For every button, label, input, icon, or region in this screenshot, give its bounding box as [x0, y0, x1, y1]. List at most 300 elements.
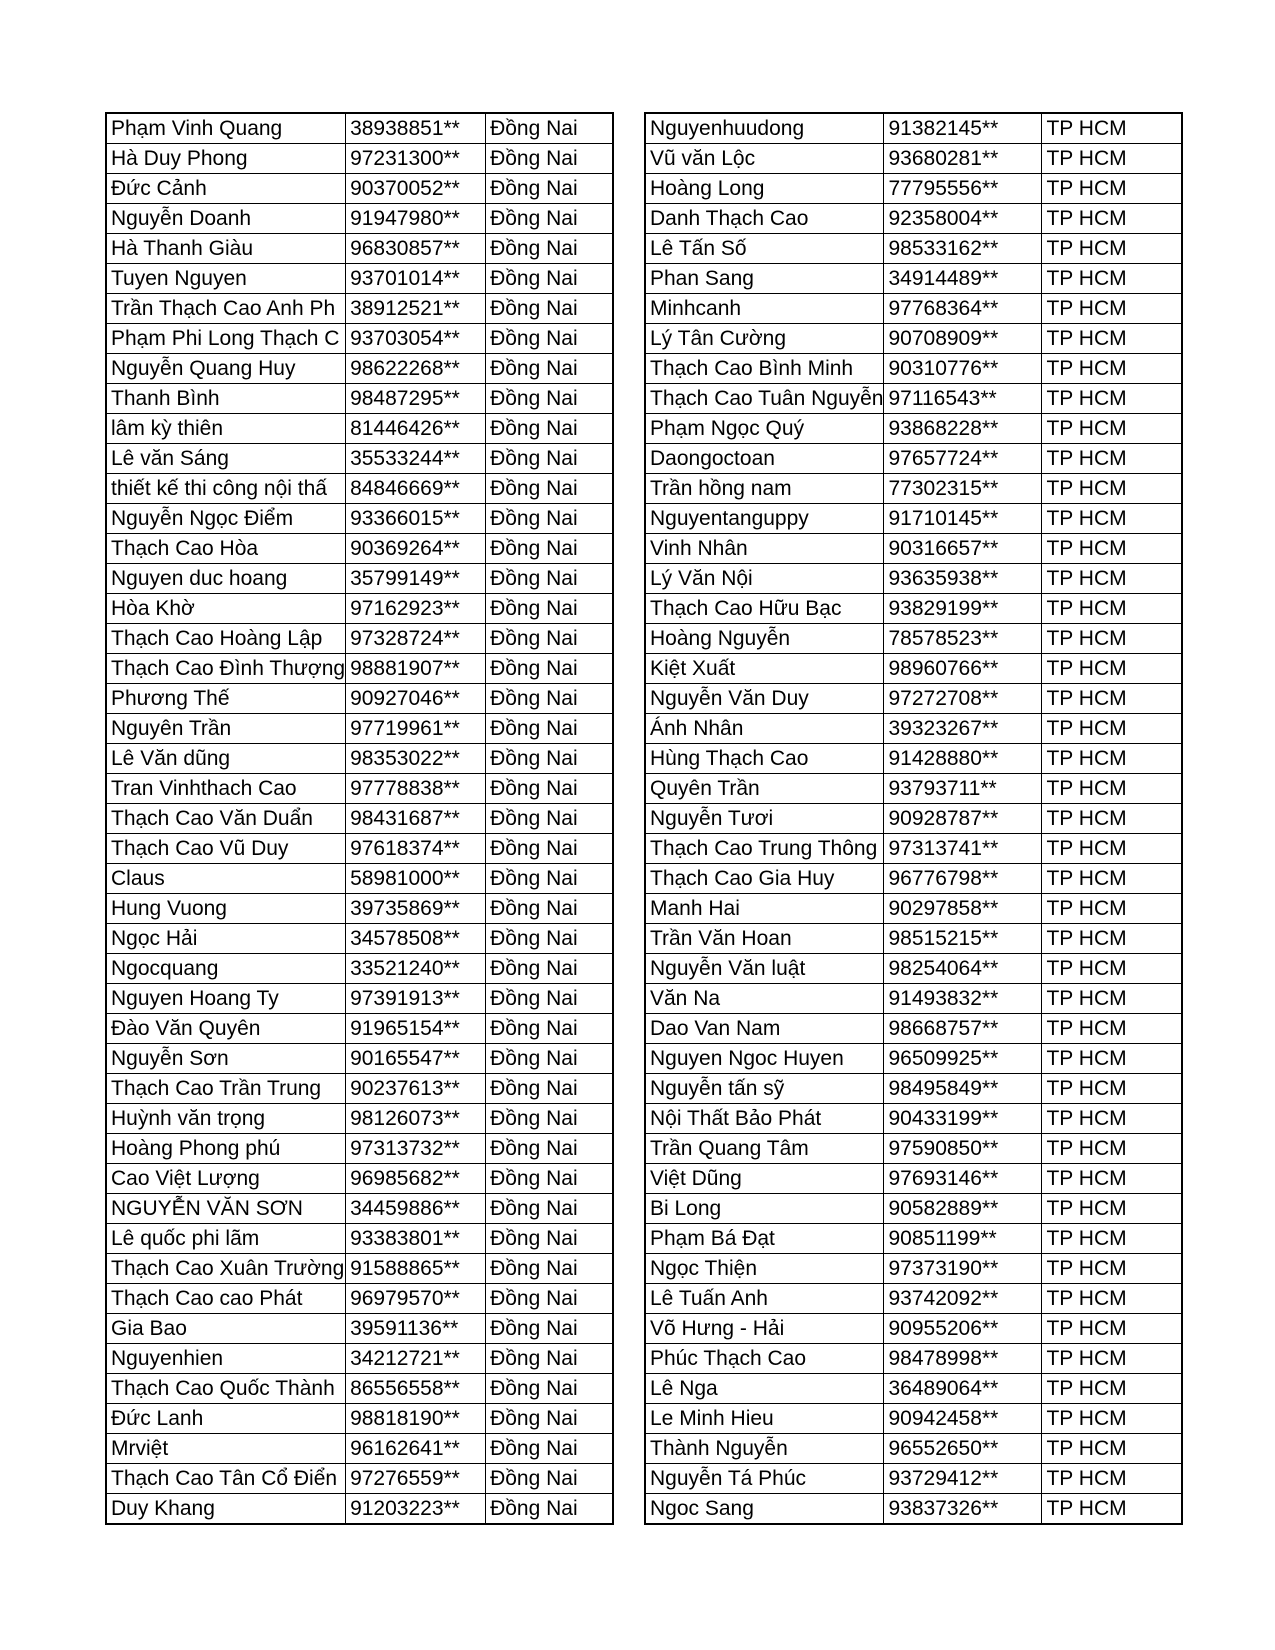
location-cell: TP HCM	[1042, 864, 1182, 894]
phone-cell: 93729412**	[884, 1464, 1042, 1494]
phone-cell: 39735869**	[346, 894, 486, 924]
phone-cell: 38938851**	[346, 113, 486, 144]
name-cell: Thạch Cao Tân Cổ Điển	[106, 1464, 346, 1494]
name-cell: Lê Văn dũng	[106, 744, 346, 774]
phone-cell: 90370052**	[346, 174, 486, 204]
table-row	[106, 1404, 613, 1434]
phone-cell: 93829199**	[884, 594, 1042, 624]
phone-cell: 98495849**	[884, 1074, 1042, 1104]
phone-cell: 98960766**	[884, 654, 1042, 684]
table-row	[645, 414, 1182, 444]
name-cell: Trần Thạch Cao Anh Ph	[106, 294, 346, 324]
name-cell: Hung Vuong	[106, 894, 346, 924]
name-cell: Trần Văn Hoan	[645, 924, 884, 954]
table-row	[645, 1254, 1182, 1284]
phone-cell: 86556558**	[346, 1374, 486, 1404]
phone-cell: 90927046**	[346, 684, 486, 714]
phone-cell: 97778838**	[346, 774, 486, 804]
phone-cell: 98478998**	[884, 1344, 1042, 1374]
table-row	[106, 1344, 613, 1374]
location-cell: Đồng Nai	[486, 924, 613, 954]
table-row	[106, 1104, 613, 1134]
table-row	[645, 1494, 1182, 1525]
table-row	[645, 1164, 1182, 1194]
phone-cell: 90237613**	[346, 1074, 486, 1104]
location-cell: Đồng Nai	[486, 894, 613, 924]
name-cell: Ngoc Sang	[645, 1494, 884, 1525]
phone-cell: 98818190**	[346, 1404, 486, 1434]
location-cell: TP HCM	[1042, 804, 1182, 834]
table-row	[106, 654, 613, 684]
table-row	[645, 1404, 1182, 1434]
table-body	[645, 113, 1182, 1524]
location-cell: TP HCM	[1042, 1404, 1182, 1434]
location-cell: Đồng Nai	[486, 1134, 613, 1164]
phone-cell: 34212721**	[346, 1344, 486, 1374]
location-cell: TP HCM	[1042, 1434, 1182, 1464]
table-row	[645, 1284, 1182, 1314]
phone-cell: 96830857**	[346, 234, 486, 264]
name-cell: Phạm Vinh Quang	[106, 113, 346, 144]
phone-cell: 90708909**	[884, 324, 1042, 354]
table-row	[106, 954, 613, 984]
table-row	[106, 1224, 613, 1254]
location-cell: TP HCM	[1042, 954, 1182, 984]
name-cell: Thạch Cao Bình Minh	[645, 354, 884, 384]
table-row	[645, 594, 1182, 624]
location-cell: TP HCM	[1042, 924, 1182, 954]
table-row	[106, 474, 613, 504]
location-cell: TP HCM	[1042, 113, 1182, 144]
phone-cell: 98126073**	[346, 1104, 486, 1134]
location-cell: Đồng Nai	[486, 414, 613, 444]
name-cell: Thạch Cao Vũ Duy	[106, 834, 346, 864]
table-row	[106, 1014, 613, 1044]
phone-cell: 35533244**	[346, 444, 486, 474]
table-row	[645, 1104, 1182, 1134]
table-row	[106, 714, 613, 744]
name-cell: Quyên Trần	[645, 774, 884, 804]
location-cell: TP HCM	[1042, 504, 1182, 534]
table-row	[106, 1314, 613, 1344]
name-cell: Nguyễn Văn luật	[645, 954, 884, 984]
name-cell: Tran Vinhthach Cao	[106, 774, 346, 804]
table-row	[645, 654, 1182, 684]
phone-cell: 97618374**	[346, 834, 486, 864]
table-row	[645, 564, 1182, 594]
table-row	[645, 113, 1182, 144]
name-cell: Thạch Cao Đình Thượng	[106, 654, 346, 684]
phone-cell: 97276559**	[346, 1464, 486, 1494]
table-row	[645, 204, 1182, 234]
phone-cell: 98622268**	[346, 354, 486, 384]
name-cell: Ngọc Hải	[106, 924, 346, 954]
name-cell: Thành Nguyễn	[645, 1434, 884, 1464]
location-cell: Đồng Nai	[486, 1014, 613, 1044]
location-cell: TP HCM	[1042, 714, 1182, 744]
phone-cell: 96509925**	[884, 1044, 1042, 1074]
location-cell: TP HCM	[1042, 1284, 1182, 1314]
location-cell: TP HCM	[1042, 1044, 1182, 1074]
location-cell: Đồng Nai	[486, 1374, 613, 1404]
location-cell: TP HCM	[1042, 384, 1182, 414]
name-cell: Trần Quang Tâm	[645, 1134, 884, 1164]
phone-cell: 91428880**	[884, 744, 1042, 774]
phone-cell: 96776798**	[884, 864, 1042, 894]
phone-cell: 36489064**	[884, 1374, 1042, 1404]
location-cell: Đồng Nai	[486, 474, 613, 504]
name-cell: Gia Bao	[106, 1314, 346, 1344]
table-row	[106, 564, 613, 594]
table-row	[645, 1434, 1182, 1464]
table-row	[106, 1284, 613, 1314]
phone-cell: 98515215**	[884, 924, 1042, 954]
name-cell: Cao Việt Lượng	[106, 1164, 346, 1194]
table-row	[106, 1134, 613, 1164]
name-cell: Thạch Cao Hòa	[106, 534, 346, 564]
location-cell: Đồng Nai	[486, 444, 613, 474]
location-cell: TP HCM	[1042, 1224, 1182, 1254]
table-row	[645, 1464, 1182, 1494]
location-cell: Đồng Nai	[486, 774, 613, 804]
name-cell: Thanh Bình	[106, 384, 346, 414]
location-cell: Đồng Nai	[486, 384, 613, 414]
contact-table-tp-hcm	[644, 112, 1183, 1525]
table-row	[106, 264, 613, 294]
table-row	[106, 354, 613, 384]
location-cell: TP HCM	[1042, 354, 1182, 384]
name-cell: Ngocquang	[106, 954, 346, 984]
name-cell: thiết kế thi công nội thấ	[106, 474, 346, 504]
table-row	[645, 1374, 1182, 1404]
table-row	[106, 444, 613, 474]
location-cell: TP HCM	[1042, 774, 1182, 804]
table-row	[645, 1014, 1182, 1044]
name-cell: Hà Duy Phong	[106, 144, 346, 174]
phone-cell: 90851199**	[884, 1224, 1042, 1254]
phone-cell: 91203223**	[346, 1494, 486, 1525]
table-body	[106, 113, 613, 1524]
name-cell: Nguyenhuudong	[645, 113, 884, 144]
name-cell: Lý Tân Cường	[645, 324, 884, 354]
name-cell: Hà Thanh Giàu	[106, 234, 346, 264]
location-cell: Đồng Nai	[486, 714, 613, 744]
location-cell: Đồng Nai	[486, 954, 613, 984]
table-row	[645, 834, 1182, 864]
name-cell: Thạch Cao Hoàng Lập	[106, 624, 346, 654]
name-cell: Vinh Nhân	[645, 534, 884, 564]
table-row	[645, 324, 1182, 354]
location-cell: TP HCM	[1042, 1464, 1182, 1494]
phone-cell: 78578523**	[884, 624, 1042, 654]
name-cell: Võ Hưng - Hải	[645, 1314, 884, 1344]
location-cell: Đồng Nai	[486, 1074, 613, 1104]
location-cell: TP HCM	[1042, 654, 1182, 684]
location-cell: TP HCM	[1042, 594, 1182, 624]
phone-cell: 97693146**	[884, 1164, 1042, 1194]
location-cell: TP HCM	[1042, 264, 1182, 294]
table-row	[106, 534, 613, 564]
phone-cell: 34914489**	[884, 264, 1042, 294]
name-cell: Nguyen Ngoc Huyen	[645, 1044, 884, 1074]
contact-table-dong-nai	[105, 112, 614, 1525]
name-cell: Ngọc Thiện	[645, 1254, 884, 1284]
table-row	[106, 294, 613, 324]
table-row	[106, 684, 613, 714]
name-cell: Nội Thất Bảo Phát	[645, 1104, 884, 1134]
location-cell: Đồng Nai	[486, 1344, 613, 1374]
table-row	[645, 504, 1182, 534]
phone-cell: 93837326**	[884, 1494, 1042, 1525]
location-cell: Đồng Nai	[486, 294, 613, 324]
phone-cell: 93680281**	[884, 144, 1042, 174]
location-cell: Đồng Nai	[486, 144, 613, 174]
table-row	[645, 264, 1182, 294]
name-cell: Trần hồng nam	[645, 474, 884, 504]
phone-cell: 93703054**	[346, 324, 486, 354]
location-cell: Đồng Nai	[486, 1284, 613, 1314]
name-cell: Nguyễn Sơn	[106, 1044, 346, 1074]
location-cell: TP HCM	[1042, 1194, 1182, 1224]
location-cell: Đồng Nai	[486, 504, 613, 534]
location-cell: TP HCM	[1042, 1344, 1182, 1374]
phone-cell: 58981000**	[346, 864, 486, 894]
phone-cell: 38912521**	[346, 294, 486, 324]
table-row	[645, 1314, 1182, 1344]
phone-cell: 90942458**	[884, 1404, 1042, 1434]
phone-cell: 97116543**	[884, 384, 1042, 414]
table-row	[106, 414, 613, 444]
phone-cell: 98431687**	[346, 804, 486, 834]
location-cell: TP HCM	[1042, 294, 1182, 324]
name-cell: Nguyễn Quang Huy	[106, 354, 346, 384]
name-cell: Phạm Phi Long Thạch C	[106, 324, 346, 354]
location-cell: Đồng Nai	[486, 744, 613, 774]
table-row	[106, 1374, 613, 1404]
phone-cell: 97373190**	[884, 1254, 1042, 1284]
table-row	[106, 624, 613, 654]
phone-cell: 90582889**	[884, 1194, 1042, 1224]
location-cell: Đồng Nai	[486, 264, 613, 294]
phone-cell: 98254064**	[884, 954, 1042, 984]
table-row	[645, 474, 1182, 504]
table-row	[645, 984, 1182, 1014]
phone-cell: 93701014**	[346, 264, 486, 294]
name-cell: Lê Tấn Số	[645, 234, 884, 264]
name-cell: Thạch Cao Văn Duẩn	[106, 804, 346, 834]
name-cell: Thạch Cao Quốc Thành	[106, 1374, 346, 1404]
table-row	[645, 714, 1182, 744]
phone-cell: 92358004**	[884, 204, 1042, 234]
phone-cell: 90316657**	[884, 534, 1042, 564]
location-cell: TP HCM	[1042, 324, 1182, 354]
table-row	[106, 204, 613, 234]
table-row	[106, 113, 613, 144]
phone-cell: 39591136**	[346, 1314, 486, 1344]
location-cell: Đồng Nai	[486, 1164, 613, 1194]
phone-cell: 96985682**	[346, 1164, 486, 1194]
name-cell: Nguyễn Tá Phúc	[645, 1464, 884, 1494]
phone-cell: 77302315**	[884, 474, 1042, 504]
name-cell: Việt Dũng	[645, 1164, 884, 1194]
name-cell: Nguyễn Doanh	[106, 204, 346, 234]
phone-cell: 97313741**	[884, 834, 1042, 864]
location-cell: TP HCM	[1042, 894, 1182, 924]
phone-cell: 97768364**	[884, 294, 1042, 324]
name-cell: Le Minh Hieu	[645, 1404, 884, 1434]
location-cell: Đồng Nai	[486, 684, 613, 714]
phone-cell: 91947980**	[346, 204, 486, 234]
table-row	[106, 834, 613, 864]
table-row	[645, 1224, 1182, 1254]
location-cell: Đồng Nai	[486, 654, 613, 684]
location-cell: Đồng Nai	[486, 564, 613, 594]
location-cell: TP HCM	[1042, 1074, 1182, 1104]
table-row	[645, 1074, 1182, 1104]
location-cell: TP HCM	[1042, 834, 1182, 864]
table-row	[645, 864, 1182, 894]
table-row	[106, 1494, 613, 1525]
location-cell: Đồng Nai	[486, 1404, 613, 1434]
phone-cell: 84846669**	[346, 474, 486, 504]
name-cell: Nguyễn Tươi	[645, 804, 884, 834]
name-cell: Thạch Cao cao Phát	[106, 1284, 346, 1314]
location-cell: Đồng Nai	[486, 534, 613, 564]
location-cell: Đồng Nai	[486, 984, 613, 1014]
name-cell: Mrviệt	[106, 1434, 346, 1464]
table-row	[106, 1044, 613, 1074]
phone-cell: 34578508**	[346, 924, 486, 954]
phone-cell: 97328724**	[346, 624, 486, 654]
table-row	[645, 234, 1182, 264]
name-cell: Thạch Cao Trần Trung	[106, 1074, 346, 1104]
name-cell: Daongoctoan	[645, 444, 884, 474]
location-cell: TP HCM	[1042, 414, 1182, 444]
name-cell: Dao Van Nam	[645, 1014, 884, 1044]
location-cell: TP HCM	[1042, 1134, 1182, 1164]
location-cell: Đồng Nai	[486, 1224, 613, 1254]
table-row	[645, 534, 1182, 564]
name-cell: Ánh Nhân	[645, 714, 884, 744]
phone-cell: 93742092**	[884, 1284, 1042, 1314]
phone-cell: 93383801**	[346, 1224, 486, 1254]
phone-cell: 91965154**	[346, 1014, 486, 1044]
phone-cell: 34459886**	[346, 1194, 486, 1224]
table-row	[645, 954, 1182, 984]
location-cell: Đồng Nai	[486, 324, 613, 354]
name-cell: Hòa Khờ	[106, 594, 346, 624]
name-cell: Phan Sang	[645, 264, 884, 294]
table-row	[106, 984, 613, 1014]
table-row	[645, 624, 1182, 654]
phone-cell: 93366015**	[346, 504, 486, 534]
location-cell: Đồng Nai	[486, 624, 613, 654]
name-cell: Lê Tuấn Anh	[645, 1284, 884, 1314]
table-row	[106, 504, 613, 534]
phone-cell: 35799149**	[346, 564, 486, 594]
phone-cell: 93793711**	[884, 774, 1042, 804]
location-cell: TP HCM	[1042, 1494, 1182, 1525]
location-cell: TP HCM	[1042, 1314, 1182, 1344]
name-cell: Nguyễn Văn Duy	[645, 684, 884, 714]
location-cell: TP HCM	[1042, 1254, 1182, 1284]
name-cell: Đức Cảnh	[106, 174, 346, 204]
name-cell: Phúc Thạch Cao	[645, 1344, 884, 1374]
location-cell: TP HCM	[1042, 684, 1182, 714]
phone-cell: 90928787**	[884, 804, 1042, 834]
phone-cell: 97231300**	[346, 144, 486, 174]
name-cell: Nguyenhien	[106, 1344, 346, 1374]
phone-cell: 39323267**	[884, 714, 1042, 744]
name-cell: Nguyễn tấn sỹ	[645, 1074, 884, 1104]
table-row	[645, 294, 1182, 324]
phone-cell: 98668757**	[884, 1014, 1042, 1044]
location-cell: Đồng Nai	[486, 804, 613, 834]
table-row	[106, 384, 613, 414]
name-cell: Nguyễn Ngọc Điểm	[106, 504, 346, 534]
table-row	[106, 324, 613, 354]
phone-cell: 96552650**	[884, 1434, 1042, 1464]
table-row	[106, 894, 613, 924]
name-cell: Tuyen Nguyen	[106, 264, 346, 294]
table-row	[106, 174, 613, 204]
location-cell: Đồng Nai	[486, 1104, 613, 1134]
phone-cell: 90310776**	[884, 354, 1042, 384]
location-cell: TP HCM	[1042, 1374, 1182, 1404]
table-row	[645, 1044, 1182, 1074]
name-cell: Thạch Cao Xuân Trường	[106, 1254, 346, 1284]
phone-cell: 33521240**	[346, 954, 486, 984]
table-row	[645, 444, 1182, 474]
name-cell: Phương Thế	[106, 684, 346, 714]
name-cell: Nguyen duc hoang	[106, 564, 346, 594]
name-cell: Thạch Cao Tuân Nguyễn	[645, 384, 884, 414]
location-cell: Đồng Nai	[486, 1254, 613, 1284]
phone-cell: 96979570**	[346, 1284, 486, 1314]
name-cell: Đức Lanh	[106, 1404, 346, 1434]
phone-cell: 93635938**	[884, 564, 1042, 594]
location-cell: TP HCM	[1042, 204, 1182, 234]
location-cell: Đồng Nai	[486, 1434, 613, 1464]
location-cell: TP HCM	[1042, 1104, 1182, 1134]
phone-cell: 90433199**	[884, 1104, 1042, 1134]
table-row	[645, 894, 1182, 924]
location-cell: TP HCM	[1042, 624, 1182, 654]
name-cell: Claus	[106, 864, 346, 894]
location-cell: Đồng Nai	[486, 234, 613, 264]
phone-cell: 97719961**	[346, 714, 486, 744]
table-row	[106, 864, 613, 894]
name-cell: NGUYỄN VĂN SƠN	[106, 1194, 346, 1224]
table-row	[645, 384, 1182, 414]
name-cell: Lê Nga	[645, 1374, 884, 1404]
location-cell: TP HCM	[1042, 744, 1182, 774]
phone-cell: 90369264**	[346, 534, 486, 564]
name-cell: lâm kỳ thiên	[106, 414, 346, 444]
name-cell: Kiệt Xuất	[645, 654, 884, 684]
table-row	[106, 144, 613, 174]
location-cell: TP HCM	[1042, 234, 1182, 264]
name-cell: Thạch Cao Hữu Bạc	[645, 594, 884, 624]
location-cell: Đồng Nai	[486, 113, 613, 144]
name-cell: Manh Hai	[645, 894, 884, 924]
table-row	[106, 594, 613, 624]
name-cell: Văn Na	[645, 984, 884, 1014]
name-cell: Phạm Ngọc Quý	[645, 414, 884, 444]
location-cell: Đồng Nai	[486, 174, 613, 204]
name-cell: Huỳnh văn trọng	[106, 1104, 346, 1134]
name-cell: Minhcanh	[645, 294, 884, 324]
